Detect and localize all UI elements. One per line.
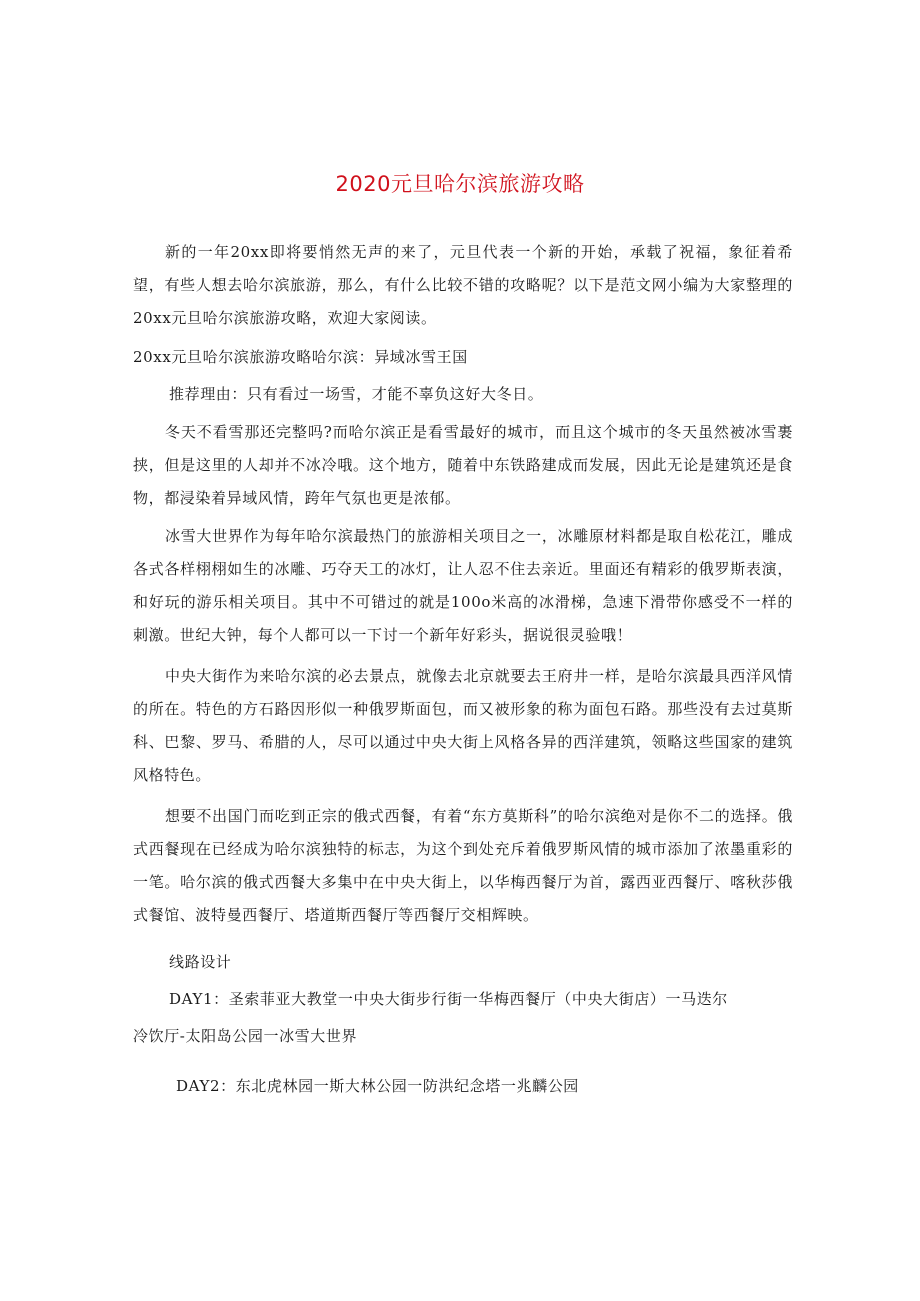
route-day2: DAY2：东北虎林园一斯大林公园一防洪纪念塔一兆麟公园 [176, 1077, 579, 1095]
route-heading: 线路设计 [169, 953, 232, 971]
body-paragraph: 中央大街作为来哈尔滨的必去景点，就像去北京就要去王府井一样，是哈尔滨最具西洋风情的所在。特色的方石路因形似一种俄罗斯面包，而又被形象的称为面包石路。那些没有去过莫斯科、巴黎、罗马、希腊的人，尽可以通过中央大街上风格各异的西洋建筑，领略这些国家的建筑风格特色。 [133, 667, 793, 784]
section-heading: 20xx元旦哈尔滨旅游攻略哈尔滨：异域冰雪王国 [133, 348, 468, 366]
document-title: 2020元旦哈尔滨旅游攻略 [335, 172, 585, 196]
body-paragraph: 冬天不看雪那还完整吗?而哈尔滨正是看雪最好的城市，而且这个城市的冬天虽然被冰雪裹挟，但是这里的人却并不冰冷哦。这个地方，随着中东铁路建成而发展，因此无论是建筑还是食物，都浸染着异域风情，跨年气氛也更是浓郁。 [133, 423, 793, 507]
recommend-reason: 推荐理由：只有看过一场雪，才能不辜负这好大冬日。 [169, 385, 544, 403]
intro-paragraph: 新的一年20xx即将要悄然无声的来了，元旦代表一个新的开始，承载了祝福，象征着希望，有些人想去哈尔滨旅游，那么，有什么比较不错的攻略呢？以下是范文网小编为大家整理的20xx元旦哈尔滨旅游攻略，欢迎大家阅读。 [133, 243, 793, 327]
route-day1-line2: 冷饮厅-太阳岛公园一冰雪大世界 [133, 1027, 358, 1045]
body-paragraph: 冰雪大世界作为每年哈尔滨最热门的旅游相关项目之一，冰雕原材料都是取自松花江，雕成各式各样栩栩如生的冰雕、巧夺天工的冰灯，让人忍不住去亲近。里面还有精彩的俄罗斯表演，和好玩的游乐相关项目。其中不可错过的就是100o米高的冰滑梯，急速下滑带你感受不一样的刺激。世纪大钟，每个人都可以一下讨一个新年好彩头，据说很灵验哦！ [133, 527, 793, 644]
body-paragraph: 想要不出国门而吃到正宗的俄式西餐，有着“东方莫斯科”的哈尔滨绝对是你不二的选择。俄式西餐现在已经成为哈尔滨独特的标志，为这个到处充斥着俄罗斯风情的城市添加了浓墨重彩的一笔。哈尔滨的俄式西餐大多集中在中央大街上，以华梅西餐厅为首，露西亚西餐厅、喀秋莎俄式餐馆、波特曼西餐厅、塔道斯西餐厅等西餐厅交相辉映。 [133, 807, 793, 924]
route-day1-line1: DAY1：圣索菲亚大教堂一中央大街步行街一华梅西餐厅（中央大街店）一马迭尔 [169, 990, 728, 1008]
